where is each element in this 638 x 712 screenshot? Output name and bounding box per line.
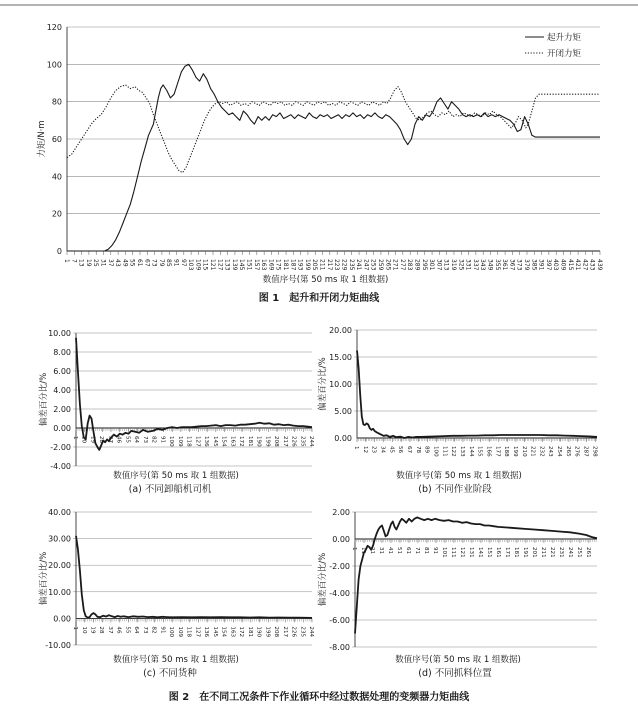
x-tick-label: 37 xyxy=(106,259,114,267)
y-tick-label: 0.00 xyxy=(332,535,350,544)
y-tick-label: 40.00 xyxy=(48,508,71,517)
x-ticks xyxy=(72,618,314,637)
x-tick-label: 1 xyxy=(72,436,78,440)
x-tick-label: 127 xyxy=(194,626,201,638)
y-axis-label: 力矩/N·m xyxy=(37,120,47,158)
x-tick-label: 259 xyxy=(376,259,384,271)
x-tick-label: 136 xyxy=(203,626,210,638)
x-tick-label: 151 xyxy=(245,259,253,271)
x-tick-label: 289 xyxy=(413,259,421,271)
x-tick-label: 223 xyxy=(333,259,341,271)
x-tick-label: 101 xyxy=(440,547,447,558)
x-tick-label: 211 xyxy=(539,547,546,558)
figure-2-caption: 图 2 在不同工况条件下作业循环中经过数据处理的变频器力矩曲线 xyxy=(168,692,470,703)
x-tick-label: 127 xyxy=(216,259,224,271)
x-tick-label: 55 xyxy=(128,259,136,267)
x-axis-label: 数值序号(第 50 ms 取 1 组数据) xyxy=(113,655,239,665)
x-tick-label: 12 xyxy=(361,446,368,454)
x-tick-label: 199 xyxy=(511,446,518,457)
y-tick-label: 0.00 xyxy=(53,614,71,624)
x-tick-label: 217 xyxy=(281,436,288,447)
x-tick-label: 46 xyxy=(115,626,122,634)
y-axis-label: 偏差百分比/% xyxy=(318,357,328,411)
x-tick-label: 391 xyxy=(537,259,545,271)
x-tick-label: 199 xyxy=(264,436,271,447)
y-tick-label: -4.00 xyxy=(329,589,350,598)
x-tick-label: 122 xyxy=(450,446,457,457)
x-tick-label: 136 xyxy=(203,436,210,447)
x-tick-label: 115 xyxy=(201,259,209,271)
x-tick-label: 397 xyxy=(544,259,552,271)
x-tick-label: 7 xyxy=(70,259,78,263)
x-tick-label: 103 xyxy=(187,259,195,271)
x-tick-label: 210 xyxy=(520,446,527,457)
x-tick-label: 139 xyxy=(230,259,238,271)
x-tick-label: 109 xyxy=(194,259,202,271)
x-tick-label: 64 xyxy=(133,436,140,444)
x-tick-label: 221 xyxy=(529,446,536,457)
y-tick-label: 0.00 xyxy=(334,434,352,443)
x-tick-label: 23 xyxy=(370,446,377,454)
x-tick-label: 89 xyxy=(423,446,430,454)
x-tick-label: 127 xyxy=(194,436,201,447)
x-tick-label: 145 xyxy=(211,436,218,447)
x-tick-label: 343 xyxy=(479,259,487,271)
x-tick-label: 337 xyxy=(471,259,479,271)
series-line-1 xyxy=(355,517,597,633)
x-tick-label: 91 xyxy=(172,259,180,267)
x-tick-label: 226 xyxy=(290,436,297,447)
x-tick-label: 34 xyxy=(379,446,386,454)
y-tick-label: 0.00 xyxy=(53,424,71,433)
x-tick-label: 91 xyxy=(159,436,166,444)
x-axis-label: 数值序号(第 50 ms 取 1 组数据) xyxy=(262,275,389,285)
x-tick-label: 28 xyxy=(98,436,105,444)
x-tick-label: 172 xyxy=(238,436,245,447)
x-tick-label: 109 xyxy=(176,626,183,638)
series-line-1 xyxy=(76,536,312,618)
x-tick-label: 188 xyxy=(503,446,510,457)
x-tick-label: 217 xyxy=(325,259,333,271)
x-tick-label: 175 xyxy=(274,259,282,271)
series-line-1 xyxy=(76,338,312,450)
x-tick-label: 157 xyxy=(252,259,260,271)
x-tick-label: 313 xyxy=(442,259,450,271)
x-tick-label: 199 xyxy=(264,626,271,638)
x-tick-label: 190 xyxy=(255,626,262,638)
y-tick-label: 10.00 xyxy=(48,329,71,338)
y-tick-label: -6.00 xyxy=(329,616,350,625)
x-tick-label: 51 xyxy=(395,547,402,555)
x-tick-label: 241 xyxy=(566,547,573,558)
x-tick-label: 385 xyxy=(530,259,538,271)
x-tick-label: 301 xyxy=(428,259,436,271)
x-tick-label: 78 xyxy=(414,446,421,454)
x-tick-label: 19 xyxy=(84,259,92,267)
x-tick-label: 171 xyxy=(503,547,510,558)
y-tick-label: 5.00 xyxy=(334,407,352,416)
x-tick-label: 64 xyxy=(133,626,140,634)
y-tick-label: 0 xyxy=(56,247,62,256)
subfigure-d-caption: (d) 不同抓料位置 xyxy=(418,668,492,679)
series-line-1 xyxy=(67,64,600,251)
x-tick-label: 205 xyxy=(311,259,319,271)
x-tick-label: 1 xyxy=(351,547,357,551)
x-tick-label: 298 xyxy=(591,446,598,457)
y-tick-label: -10.00 xyxy=(45,641,71,650)
x-tick-label: 265 xyxy=(384,259,392,271)
x-tick-label: 144 xyxy=(467,446,474,457)
x-tick-label: 1 xyxy=(63,259,70,263)
x-tick-label: 100 xyxy=(168,626,175,638)
x-tick-label: 190 xyxy=(255,436,262,447)
x-tick-label: 91 xyxy=(431,547,438,555)
x-tick-label: 79 xyxy=(157,259,165,267)
x-tick-label: 145 xyxy=(211,626,218,638)
x-tick-label: 244 xyxy=(308,436,314,447)
x-tick-label: 141 xyxy=(476,547,483,558)
x-tick-label: 73 xyxy=(141,436,148,444)
x-tick-label: 55 xyxy=(124,436,131,444)
x-tick-label: 163 xyxy=(229,436,236,447)
x-tick-label: 121 xyxy=(458,547,465,558)
x-tick-label: 221 xyxy=(548,547,555,558)
x-tick-label: 49 xyxy=(121,259,129,267)
x-tick-label: 276 xyxy=(573,446,580,457)
x-tick-label: 427 xyxy=(581,259,589,271)
x-tick-label: 331 xyxy=(464,259,472,271)
x-tick-label: 43 xyxy=(114,259,122,267)
x-tick-label: 251 xyxy=(575,547,582,558)
x-tick-label: 181 xyxy=(512,547,519,558)
x-tick-label: 235 xyxy=(347,259,355,271)
x-tick-label: 61 xyxy=(404,547,411,555)
series-line-2 xyxy=(67,85,600,173)
y-tick-label: 2.00 xyxy=(332,508,350,517)
x-tick-label: 235 xyxy=(299,626,306,638)
x-tick-label: 61 xyxy=(136,259,144,267)
x-tick-label: 325 xyxy=(457,259,465,271)
x-tick-label: 118 xyxy=(185,436,192,447)
x-tick-label: 244 xyxy=(308,626,314,638)
x-tick-label: 231 xyxy=(557,547,564,558)
chart-fig1 xyxy=(36,23,603,285)
subfigure-a-caption: (a) 不同卸船机司机 xyxy=(128,484,212,495)
y-tick-label: 60 xyxy=(51,135,62,144)
x-tick-label: 241 xyxy=(355,259,363,271)
x-tick-label: 45 xyxy=(388,446,395,454)
chart-fig2a xyxy=(38,329,314,481)
y-tick-label: 8.00 xyxy=(53,348,71,357)
y-axis-label: 偏差百分比/% xyxy=(318,552,328,607)
y-tick-label: -8.00 xyxy=(329,643,350,652)
x-tick-label: 100 xyxy=(168,436,175,447)
x-tick-label: 151 xyxy=(485,547,492,558)
x-tick-label: 271 xyxy=(391,259,399,271)
x-tick-label: 199 xyxy=(303,259,311,271)
x-tick-label: 25 xyxy=(92,259,100,267)
x-tick-label: 349 xyxy=(486,259,494,271)
x-axis-label: 数值序号(第 50 ms 取 1 组数据) xyxy=(113,471,239,481)
x-tick-label: 100 xyxy=(432,446,439,457)
y-tick-label: 10.00 xyxy=(329,380,352,389)
x-tick-label: 232 xyxy=(538,446,545,457)
x-tick-label: 97 xyxy=(179,259,187,267)
x-tick-label: 1 xyxy=(353,446,359,450)
y-tick-label: 80 xyxy=(51,97,62,107)
x-tick-label: 71 xyxy=(413,547,420,555)
y-tick-label: 20.00 xyxy=(48,561,71,571)
x-tick-label: 163 xyxy=(260,259,268,271)
x-tick-label: 169 xyxy=(267,259,275,271)
y-tick-label: 20.00 xyxy=(329,326,352,335)
x-tick-label: 1 xyxy=(72,626,78,630)
x-tick-label: 82 xyxy=(150,626,157,634)
x-tick-label: 145 xyxy=(238,259,246,271)
x-tick-label: 226 xyxy=(290,626,297,638)
x-tick-label: 55 xyxy=(124,626,131,634)
x-tick-label: 201 xyxy=(530,547,537,558)
x-tick-label: 172 xyxy=(238,626,245,638)
x-tick-label: 109 xyxy=(176,436,183,447)
x-tick-label: 19 xyxy=(89,436,96,444)
x-tick-label: 208 xyxy=(273,436,280,447)
x-tick-label: 177 xyxy=(494,446,501,457)
x-tick-label: 243 xyxy=(547,446,554,457)
x-tick-label: 229 xyxy=(340,259,348,271)
legend xyxy=(525,32,582,59)
x-tick-label: 10 xyxy=(80,626,87,634)
x-tick-label: 154 xyxy=(220,436,227,447)
legend-label-1: 起升力矩 xyxy=(547,33,582,43)
y-tick-label: 6.00 xyxy=(53,367,71,376)
x-tick-label: 133 xyxy=(458,446,465,457)
x-tick-label: 181 xyxy=(246,436,253,447)
x-tick-label: 111 xyxy=(441,446,448,457)
x-tick-label: 409 xyxy=(559,259,567,271)
x-tick-label: 319 xyxy=(449,259,457,271)
x-tick-label: 111 xyxy=(449,547,456,558)
y-axis-label: 偏差百分比/% xyxy=(39,372,49,427)
x-tick-label: 56 xyxy=(397,446,404,454)
x-tick-label: 37 xyxy=(106,436,113,444)
x-tick-label: 133 xyxy=(223,259,231,271)
x-tick-label: 283 xyxy=(406,259,414,271)
x-tick-label: 307 xyxy=(435,259,443,271)
x-tick-label: 254 xyxy=(556,446,563,457)
x-tick-label: 433 xyxy=(588,259,596,271)
x-axis-label: 数值序号(第 50 ms 取 1 组数据) xyxy=(395,655,521,665)
x-tick-label: 21 xyxy=(368,547,375,555)
x-tick-label: 19 xyxy=(89,626,96,634)
x-tick-label: 154 xyxy=(220,626,227,638)
x-tick-label: 82 xyxy=(150,436,157,444)
x-tick-label: 41 xyxy=(386,547,393,555)
x-tick-label: 217 xyxy=(281,626,288,638)
x-tick-label: 31 xyxy=(377,547,384,555)
x-tick-label: 261 xyxy=(584,547,591,558)
subfigure-c-caption: (c) 不同货种 xyxy=(143,668,197,679)
x-tick-label: 208 xyxy=(273,626,280,638)
y-tick-label: 20 xyxy=(51,209,62,219)
x-tick-label: 287 xyxy=(582,446,589,457)
x-ticks xyxy=(72,428,314,447)
x-tick-label: 28 xyxy=(98,626,105,634)
y-tick-label: 10.00 xyxy=(48,587,71,597)
y-axis-label: 偏差百分比/% xyxy=(39,551,49,606)
x-tick-label: 118 xyxy=(185,626,192,638)
y-tick-label: 100 xyxy=(46,60,62,70)
x-tick-label: 373 xyxy=(515,259,523,271)
x-tick-label: 181 xyxy=(246,626,253,638)
x-tick-label: 81 xyxy=(422,547,429,555)
x-tick-label: 11 xyxy=(359,547,366,555)
subfigure-b-caption: (b) 不同作业阶段 xyxy=(418,484,492,495)
x-ticks xyxy=(63,251,603,271)
chart-fig2c xyxy=(38,508,314,665)
x-ticks xyxy=(353,438,597,457)
y-tick-label: 40 xyxy=(51,172,62,182)
x-tick-label: 155 xyxy=(476,446,483,457)
x-tick-label: 265 xyxy=(564,446,571,457)
x-tick-label: 67 xyxy=(143,259,151,267)
y-tick-label: -4.00 xyxy=(50,462,71,471)
x-tick-label: 181 xyxy=(282,259,290,271)
x-tick-label: 67 xyxy=(405,446,412,454)
x-tick-label: 166 xyxy=(485,446,492,457)
x-tick-label: 211 xyxy=(318,259,326,271)
x-tick-label: 361 xyxy=(501,259,509,271)
x-tick-label: 191 xyxy=(521,547,528,558)
y-tick-label: 15.00 xyxy=(329,353,352,362)
x-tick-label: 31 xyxy=(99,259,107,267)
x-tick-label: 415 xyxy=(566,259,574,271)
y-tick-label: 120 xyxy=(46,23,62,32)
y-tick-label: -2.00 xyxy=(50,443,71,452)
x-tick-label: 73 xyxy=(150,259,158,267)
x-tick-label: 355 xyxy=(493,259,501,271)
x-tick-label: 253 xyxy=(369,259,377,271)
x-tick-label: 91 xyxy=(159,626,166,634)
series-line-1 xyxy=(357,351,597,439)
x-tick-label: 163 xyxy=(229,626,236,638)
x-tick-label: 37 xyxy=(106,626,113,634)
y-tick-label: 2.00 xyxy=(53,405,71,414)
x-tick-label: 10 xyxy=(80,436,87,444)
y-tick-label: -2.00 xyxy=(329,562,350,571)
legend-label-2: 开闭力矩 xyxy=(547,49,582,59)
x-tick-label: 439 xyxy=(596,259,603,271)
x-tick-label: 131 xyxy=(467,547,474,558)
x-tick-label: 121 xyxy=(209,259,217,271)
x-tick-label: 235 xyxy=(299,436,306,447)
x-tick-label: 421 xyxy=(574,259,582,271)
x-tick-label: 379 xyxy=(522,259,530,271)
x-tick-label: 85 xyxy=(165,259,173,267)
x-tick-label: 403 xyxy=(552,259,560,271)
x-tick-label: 73 xyxy=(141,626,148,634)
x-tick-label: 161 xyxy=(494,547,501,558)
x-tick-label: 46 xyxy=(115,436,122,444)
x-tick-label: 193 xyxy=(296,259,304,271)
chart-fig2d xyxy=(317,508,597,665)
x-tick-label: 187 xyxy=(289,259,297,271)
figure-1-caption: 图 1 起升和开闭力矩曲线 xyxy=(258,293,380,304)
x-tick-label: 13 xyxy=(77,259,85,267)
chart-fig2b xyxy=(317,326,597,481)
x-ticks xyxy=(351,539,596,558)
y-tick-label: 4.00 xyxy=(53,386,71,395)
x-tick-label: 295 xyxy=(420,259,428,271)
x-axis-label: 数值序号(第 50 ms 取 1 组数据) xyxy=(396,471,522,481)
y-tick-label: 30.00 xyxy=(48,534,71,544)
x-tick-label: 277 xyxy=(398,259,406,271)
x-tick-label: 367 xyxy=(508,258,516,271)
x-tick-label: 247 xyxy=(362,259,370,271)
